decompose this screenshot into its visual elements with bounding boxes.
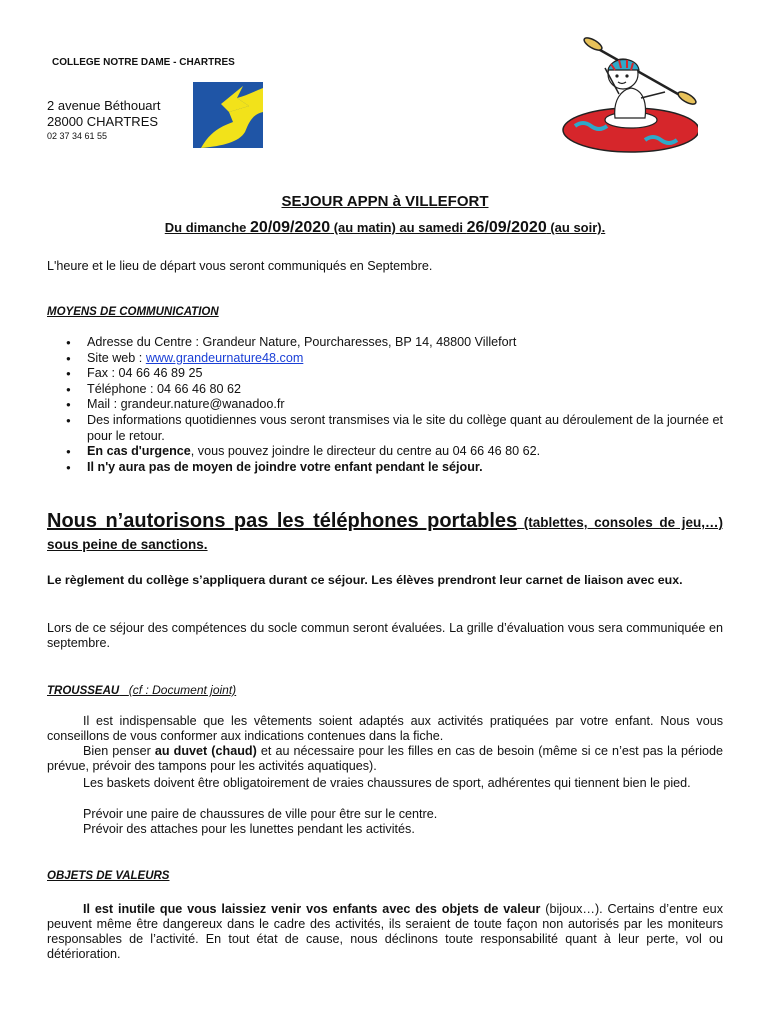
kayaker-illustration-icon bbox=[553, 30, 698, 160]
emergency-text: , vous pouvez joindre le directeur du centre au 04 66 46 80 62. bbox=[190, 444, 541, 459]
trousseau-paragraph-2 bbox=[47, 744, 723, 774]
list-item bbox=[87, 335, 723, 351]
list-item bbox=[87, 366, 723, 382]
dates-prefix: Du dimanche bbox=[164, 220, 251, 235]
daily-info: Des informations quotidiennes vous seront transmises via le site du collège quant au déroulement de la journée et pour le retour. bbox=[87, 412, 723, 443]
list-item bbox=[87, 444, 723, 460]
list-item bbox=[87, 397, 723, 413]
dates-suffix: (au soir). bbox=[546, 220, 606, 235]
phones-warning-rest: (tablettes, consoles de jeu,…) sous peine de sanctions. bbox=[47, 515, 723, 552]
rules-text: Le règlement du collège s’appliquera durant ce séjour. Les élèves prendront leur carnet de liaison avec eux. bbox=[47, 573, 683, 587]
communication-list bbox=[47, 335, 723, 475]
duvet-bold: au duvet (chaud) bbox=[154, 744, 257, 758]
trousseau-title: TROUSSEAU bbox=[47, 685, 120, 697]
school-phone: 02 37 34 61 55 bbox=[47, 131, 108, 141]
valeurs-bold: Il est inutile que vous laissiez venir vos enfants avec des objets de valeur bbox=[83, 902, 541, 916]
date-start: 20/09/2020 bbox=[250, 219, 331, 236]
valeurs-rest: (bijoux…). Certains d’entre eux peuvent même être dangereux dans le cadre des activités, ils seraient de toute façon non autorisés par les moniteurs responsables de l’activité. En tout état de cause, nous déclinons toute responsabilité quant à leur perte, vol ou détérioration. bbox=[47, 902, 723, 961]
website-link[interactable]: www.grandeurnature48.com bbox=[145, 350, 304, 365]
trousseau-paragraph-1: Il est indispensable que les vêtements soient adaptés aux activités pratiquées par votre enfant. Nous vous conseillons de vous conformer aux indications contenues dans la fiche. bbox=[47, 714, 723, 743]
trousseau-paragraph-3: Les baskets doivent être obligatoirement de vraies chaussures de sport, adhérentes qui tiennent bien le pied. bbox=[83, 776, 691, 790]
communication-heading: MOYENS DE COMMUNICATION bbox=[47, 306, 219, 318]
valeurs-heading: OBJETS DE VALEURS bbox=[47, 870, 170, 882]
duvet-after: et au nécessaire pour les filles en cas de besoin (même si ce n’est pas la période prévue, prévoir des tampons pour les activités aquatiques). bbox=[47, 744, 724, 773]
list-item bbox=[87, 351, 723, 367]
emergency-label: En cas d'urgence bbox=[87, 444, 191, 459]
trousseau-paragraph-5: Prévoir des attaches pour les lunettes pendant les activités. bbox=[83, 822, 415, 836]
trip-dates bbox=[0, 219, 770, 237]
duvet-before: Bien penser bbox=[83, 744, 155, 758]
fax-number: Fax : 04 66 46 89 25 bbox=[87, 366, 203, 381]
skills-text: Lors de ce séjour des compétences du socle commun seront évaluées. La grille d’évaluation vous sera communiquée en septembre. bbox=[47, 621, 723, 650]
phones-warning-main: Nous n’autorisons pas les téléphones portables bbox=[47, 510, 518, 532]
address-line-2: 28000 CHARTRES bbox=[47, 114, 159, 129]
school-name: COLLEGE NOTRE DAME - CHARTRES bbox=[52, 57, 235, 68]
phones-warning bbox=[47, 510, 723, 556]
website-label: Site web : bbox=[87, 350, 146, 365]
dates-middle: (au matin) au samedi bbox=[330, 220, 467, 235]
school-address bbox=[47, 98, 160, 130]
address-line-1: 2 avenue Béthouart bbox=[47, 98, 161, 113]
trousseau-heading bbox=[47, 683, 236, 697]
list-item bbox=[87, 382, 723, 398]
list-item bbox=[87, 413, 723, 444]
page-title: SEJOUR APPN à VILLEFORT bbox=[281, 193, 489, 210]
intro-text: L'heure et le lieu de départ vous seront communiqués en Septembre. bbox=[47, 259, 433, 273]
mail-address: Mail : grandeur.nature@wanadoo.fr bbox=[87, 397, 285, 412]
trousseau-paragraph-4: Prévoir une paire de chaussures de ville pour être sur le centre. bbox=[83, 807, 438, 821]
school-logo-icon bbox=[193, 82, 263, 148]
phone-number: Téléphone : 04 66 46 80 62 bbox=[87, 381, 242, 396]
list-item bbox=[87, 460, 723, 476]
date-end: 26/09/2020 bbox=[466, 219, 547, 236]
valeurs-paragraph bbox=[47, 902, 723, 962]
no-contact-warning: Il n'y aura pas de moyen de joindre votre enfant pendant le séjour. bbox=[87, 459, 483, 474]
centre-address: Adresse du Centre : Grandeur Nature, Pourcharesses, BP 14, 48800 Villefort bbox=[87, 335, 517, 349]
trousseau-note: (cf : Document joint) bbox=[128, 683, 237, 697]
